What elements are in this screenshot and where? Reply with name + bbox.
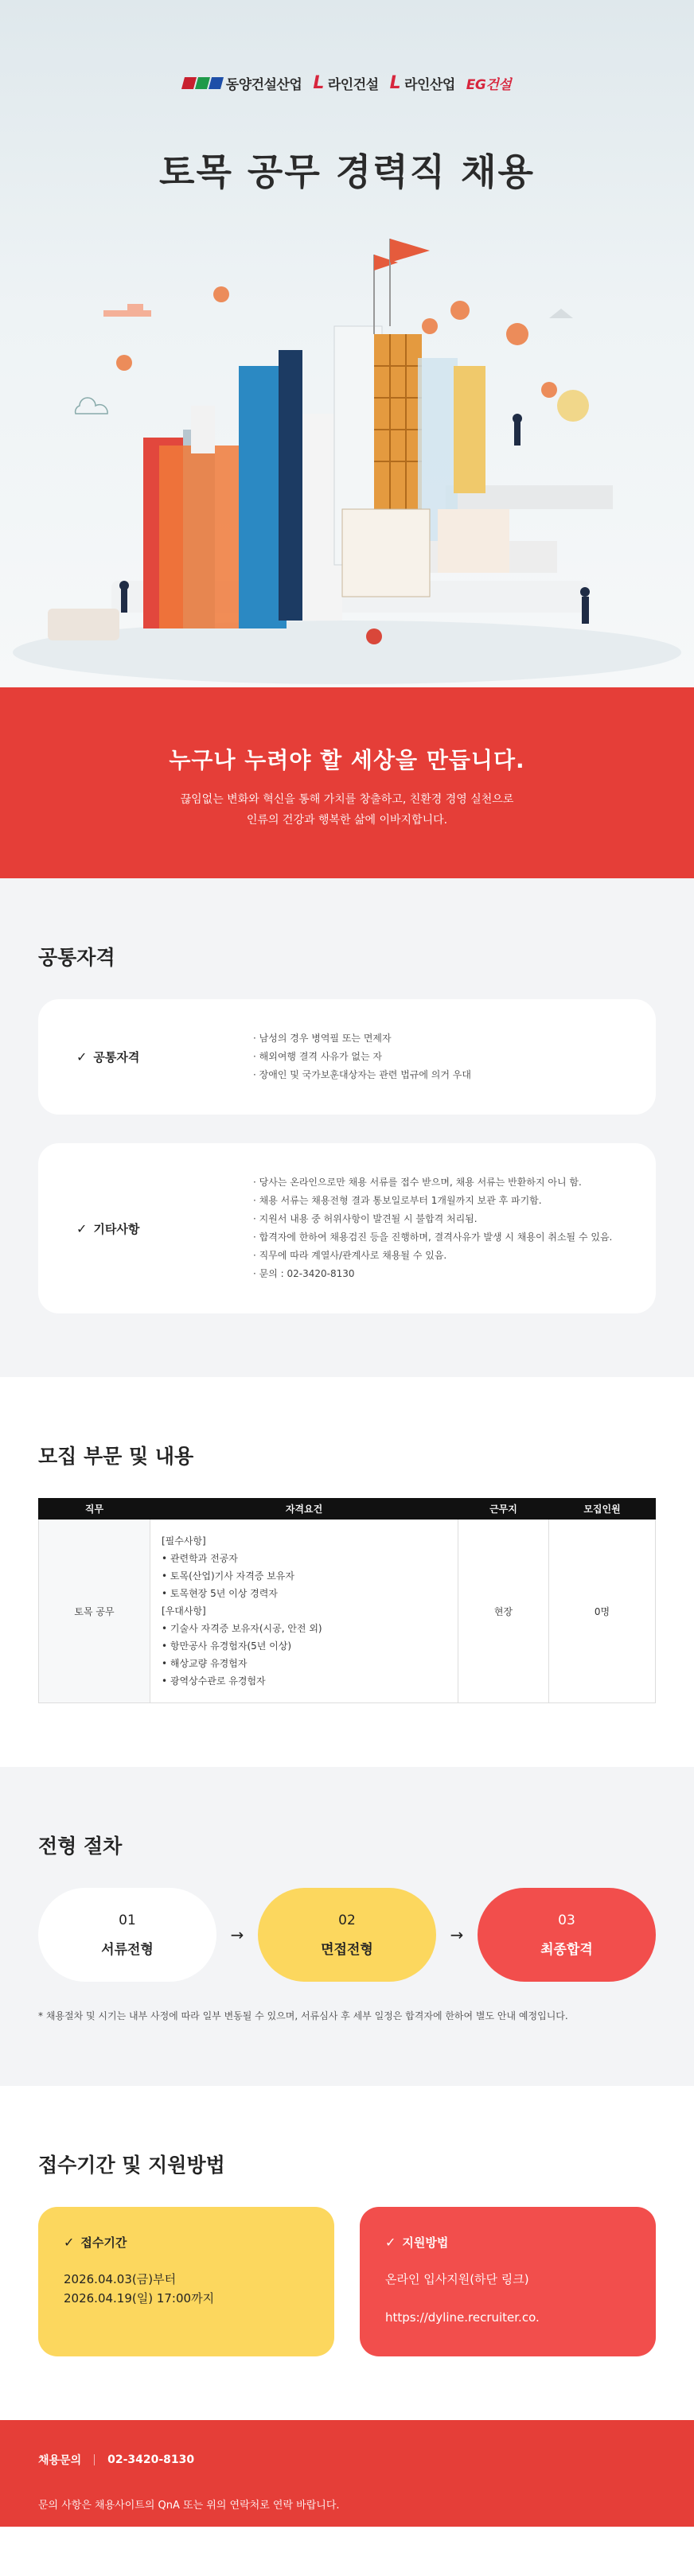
other-info-list <box>253 1173 612 1283</box>
location-cell: 현장 <box>458 1520 549 1703</box>
list-item: · 직무에 따라 계열사/관계사로 채용될 수 있음. <box>253 1247 612 1265</box>
slogan-text <box>0 789 694 831</box>
method-card <box>360 2207 656 2356</box>
footer-label: 채용문의 <box>38 2454 82 2467</box>
slogan-headline: 누구나 누려야 할 세상을 만듭니다. <box>169 747 525 773</box>
step-number: 01 <box>119 1912 136 1928</box>
logo-line-construction: L 라인건설 <box>313 73 379 93</box>
hero-illustration <box>0 207 694 687</box>
arrow-right-icon: → <box>230 1925 244 1944</box>
check-icon: ✓ <box>385 2235 396 2250</box>
step-name: 면접전형 <box>321 1941 373 1958</box>
line-l-icon: L <box>313 73 324 93</box>
hero-section <box>0 0 694 687</box>
qualification-card <box>38 999 656 1115</box>
check-icon: ✓ <box>76 1049 88 1064</box>
step-document <box>38 1888 216 1982</box>
job-cell: 토목 공무 <box>39 1520 150 1703</box>
requirements-cell <box>150 1520 458 1703</box>
list-item: · 지원서 내용 중 허위사항이 발견될 시 불합격 처리됨. <box>253 1210 612 1228</box>
step-name: 최종합격 <box>540 1941 593 1958</box>
process-section <box>0 1767 694 2086</box>
step-interview <box>258 1888 436 1982</box>
table-row <box>39 1520 656 1703</box>
requirement-line: • 관련학과 전공자 <box>162 1553 238 1564</box>
check-icon: ✓ <box>76 1220 88 1236</box>
column-header: 모집인원 <box>549 1499 656 1520</box>
period-start: 2026.04.03(금)부터 <box>64 2272 177 2286</box>
step-final <box>478 1888 656 1982</box>
requirement-line: • 해상교량 유경험자 <box>162 1658 248 1669</box>
card-label: ✓ 기타사항 <box>76 1220 140 1236</box>
other-info-card <box>38 1143 656 1313</box>
card-label: ✓ 지원방법 <box>385 2235 449 2250</box>
list-item: · 해외여행 결격 사유가 없는 자 <box>253 1048 471 1066</box>
qualification-section <box>0 878 694 1377</box>
company-logos <box>0 73 694 93</box>
slogan-line-1: 끊임없는 변화와 혁신을 통해 가치를 창출하고, 친환경 경영 실천으로 <box>180 793 514 806</box>
requirement-line: • 광역상수관로 유경험자 <box>162 1675 266 1687</box>
footer <box>0 2420 694 2527</box>
requirement-line: • 항만공사 유경험자(5년 이상) <box>162 1640 292 1652</box>
process-steps <box>38 1888 656 1982</box>
footer-note: 문의 사항은 채용사이트의 QnA 또는 위의 연락처로 연락 바랍니다. <box>38 2500 340 2512</box>
list-item: · 당사는 온라인으로만 채용 서류를 접수 받으며, 채용 서류는 반환하지 아니 함. <box>253 1173 612 1192</box>
requirement-line: • 토목(산업)기사 자격증 보유자 <box>162 1570 294 1582</box>
column-header: 직무 <box>39 1499 150 1520</box>
column-header: 자격요건 <box>150 1499 458 1520</box>
slogan-banner <box>0 687 694 878</box>
footer-phone: 02-3420-8130 <box>107 2453 195 2466</box>
list-item: · 문의 : 02-3420-8130 <box>253 1265 612 1283</box>
list-item: · 남성의 경우 병역필 또는 면제자 <box>253 1029 471 1048</box>
list-item: · 장애인 및 국가보훈대상자는 관련 법규에 의거 우대 <box>253 1066 471 1084</box>
list-item: · 채용 서류는 채용전형 결과 통보일로부터 1개월까지 보관 후 파기함. <box>253 1192 612 1210</box>
apply-section <box>0 2086 694 2420</box>
count-cell: 0명 <box>549 1520 656 1703</box>
apply-link[interactable]: https://dyline.recruiter.co. <box>385 2310 540 2325</box>
recruit-section <box>0 1377 694 1767</box>
section-title: 공통자격 <box>38 946 115 969</box>
table-header-row <box>39 1499 656 1520</box>
process-note: * 채용절차 및 시기는 내부 사정에 따라 일부 변동될 수 있으며, 서류심사 후 세부 일정은 합격자에 한하여 별도 안내 예정입니다. <box>38 2010 568 2021</box>
column-header: 근무지 <box>458 1499 549 1520</box>
slogan-line-2: 인류의 건강과 행복한 삶에 이바지합니다. <box>246 814 448 827</box>
card-label: ✓ 접수기간 <box>64 2235 127 2250</box>
method-text: 온라인 입사지원(하단 링크) <box>385 2272 529 2286</box>
section-title: 전형 절차 <box>38 1835 123 1858</box>
requirement-line: [필수사항] <box>162 1535 206 1547</box>
section-title: 접수기간 및 지원방법 <box>38 2154 225 2177</box>
step-number: 03 <box>558 1912 575 1928</box>
page-title: 토목 공무 경력직 채용 <box>159 150 535 193</box>
arrow-right-icon: → <box>450 1925 464 1944</box>
step-number: 02 <box>338 1912 356 1928</box>
qualification-list <box>253 1029 471 1084</box>
divider <box>94 2454 95 2465</box>
step-name: 서류전형 <box>101 1941 154 1958</box>
section-title: 모집 부문 및 내용 <box>38 1445 194 1468</box>
logo-eg: EG건설 <box>466 77 512 93</box>
list-item: · 합격자에 한하여 채용검진 등을 진행하며, 결격사유가 발생 시 채용이 취소될 수 있음. <box>253 1228 612 1247</box>
footer-contact <box>38 2452 656 2468</box>
dongyang-mark-icon <box>183 77 222 89</box>
line-l-icon: L <box>389 73 401 93</box>
requirement-line: • 토목현장 5년 이상 경력자 <box>162 1588 278 1599</box>
logo-dongyang: 동양건설산업 <box>183 73 302 93</box>
recruit-table <box>38 1498 656 1703</box>
card-label: ✓ 공통자격 <box>76 1049 140 1064</box>
requirement-line: • 기술사 자격증 보유자(시공, 안전 외) <box>162 1623 322 1634</box>
period-end: 2026.04.19(일) 17:00까지 <box>64 2291 215 2306</box>
logo-line-industry: L 라인산업 <box>389 73 455 93</box>
apply-cards <box>38 2207 656 2356</box>
period-card <box>38 2207 334 2356</box>
check-icon: ✓ <box>64 2235 75 2250</box>
requirement-line: [우대사항] <box>162 1605 206 1617</box>
